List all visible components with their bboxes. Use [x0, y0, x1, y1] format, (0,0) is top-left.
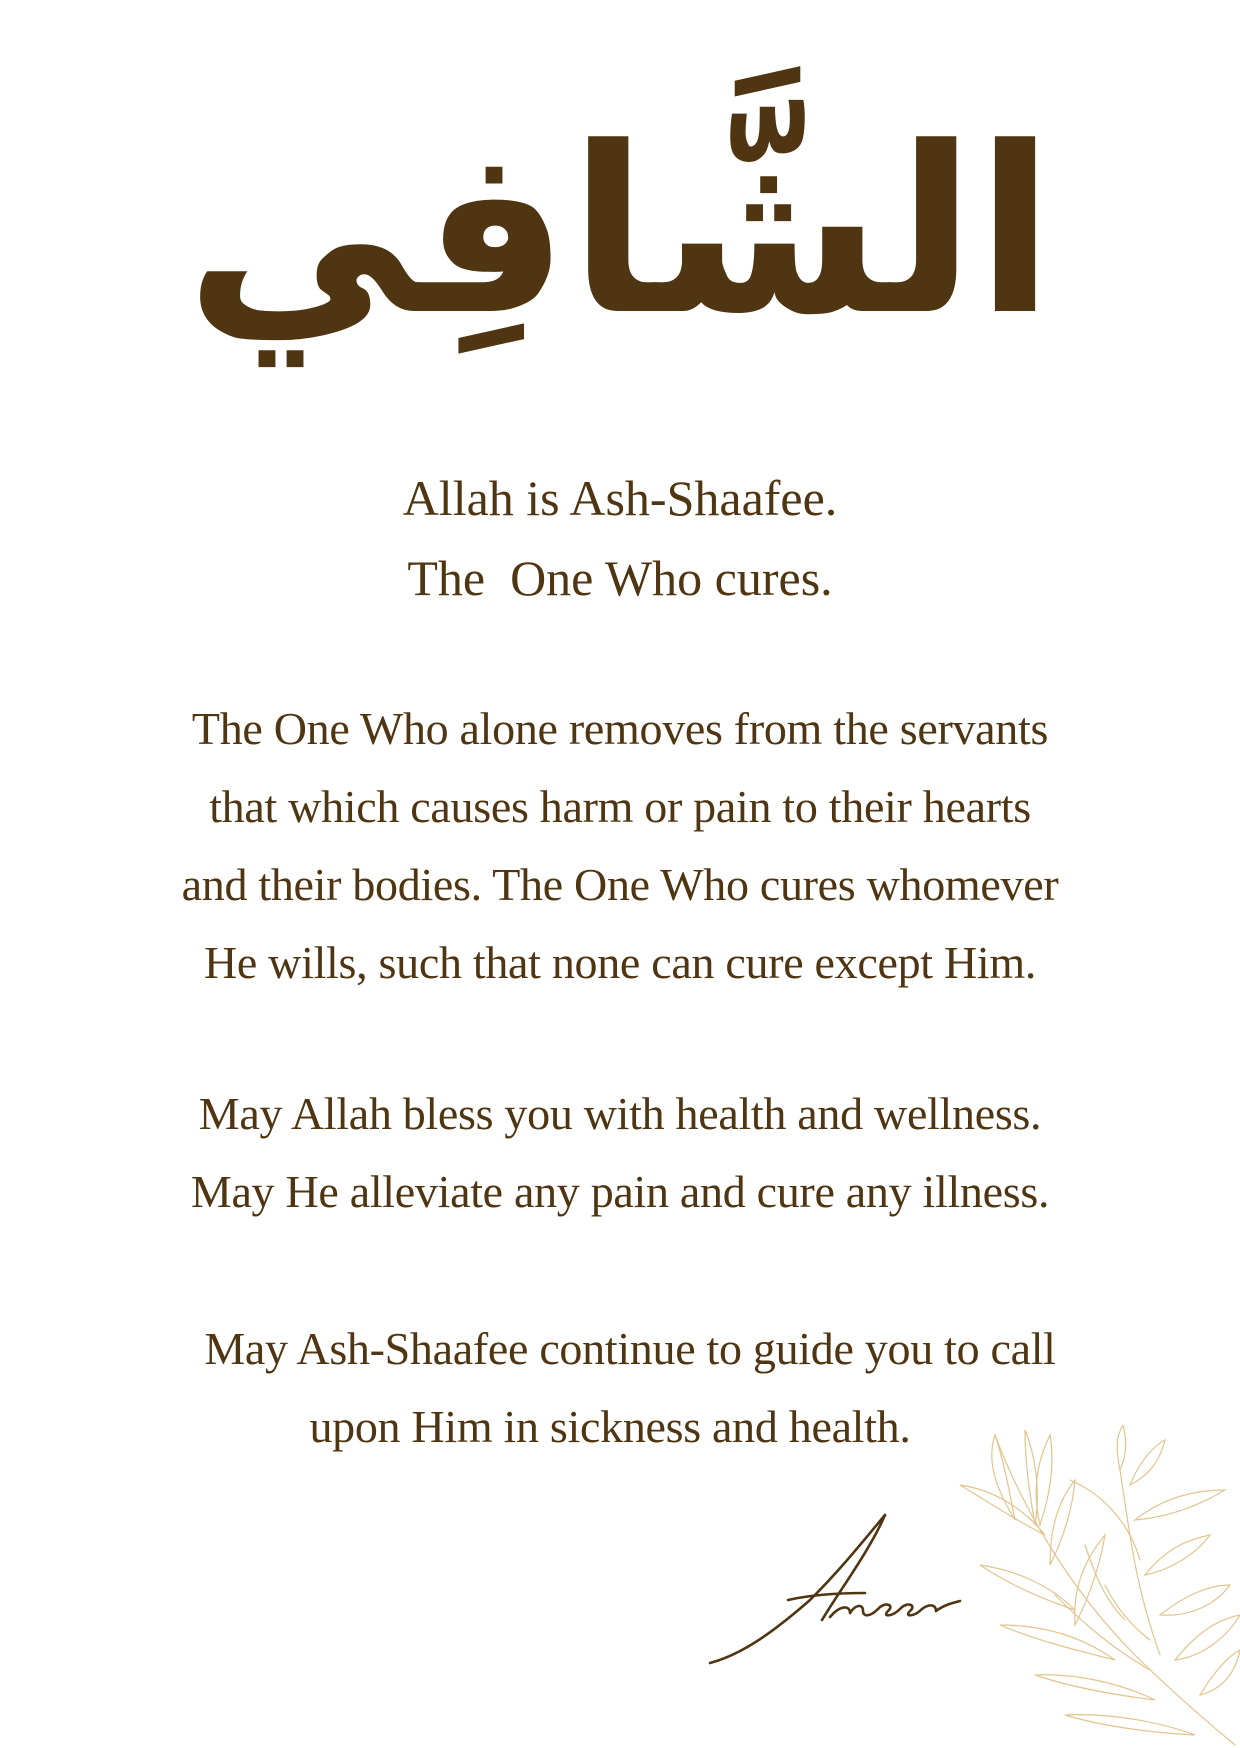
description-line: The One Who alone removes from the servants — [191, 703, 1049, 754]
wish-text — [0, 1075, 1240, 1231]
script-signature-icon — [700, 1505, 1000, 1665]
closing-line: May Ash-Shaafee continue to guide you to call — [204, 1323, 1056, 1374]
wish-line: May Allah bless you with health and wellness. — [198, 1088, 1042, 1139]
closing-line: upon Him in sickness and health. — [309, 1401, 911, 1452]
signature-ameen — [700, 1505, 1000, 1665]
description-line: and their bodies. The One Who cures whomever — [181, 859, 1059, 910]
description-text — [0, 690, 1240, 1002]
intro-text — [0, 458, 1240, 618]
intro-line: The One Who cures. — [407, 550, 833, 606]
arabic-name-title: الشَّافِي — [185, 99, 1055, 366]
description-line: that which causes harm or pain to their hearts — [209, 781, 1031, 832]
wish-line: May He alleviate any pain and cure any illness. — [190, 1166, 1050, 1217]
intro-line: Allah is Ash-Shaafee. — [402, 470, 838, 526]
description-line: He wills, such that none can cure except Him. — [203, 937, 1037, 988]
